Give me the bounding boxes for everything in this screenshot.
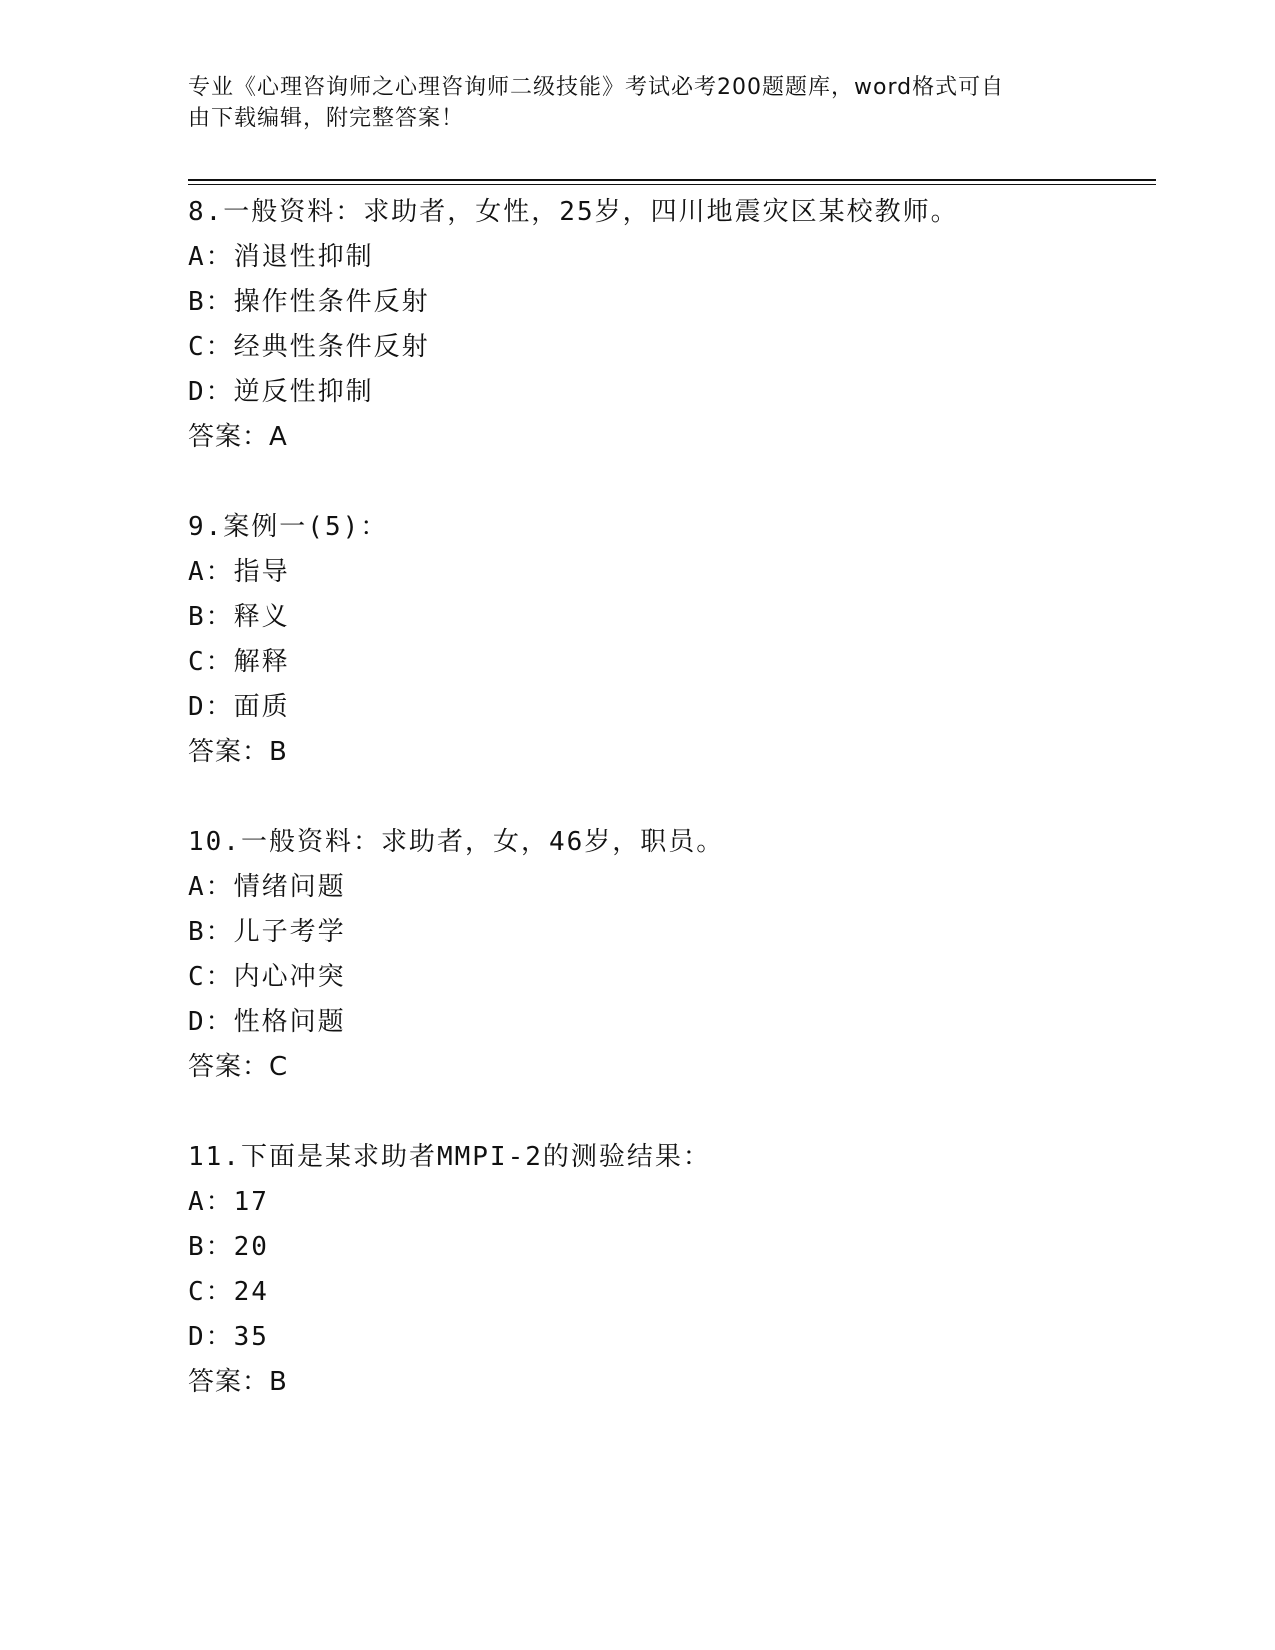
option-b: B：儿子考学 — [188, 917, 346, 947]
header-line-1: 专业《心理咨询师之心理咨询师二级技能》考试必考200题题库，word格式可自 — [188, 75, 1005, 100]
question-9 — [188, 505, 1156, 775]
option-d: D：面质 — [188, 692, 290, 722]
option-c: C：24 — [188, 1277, 269, 1307]
answer-line: 答案：B — [188, 737, 288, 767]
option-b: B：20 — [188, 1232, 269, 1262]
question-8 — [188, 190, 1156, 460]
question-11 — [188, 1135, 1156, 1405]
option-a: A：情绪问题 — [188, 872, 346, 902]
question-stem: 10.一般资料：求助者，女，46岁，职员。 — [188, 827, 725, 857]
answer-line: 答案：B — [188, 1367, 288, 1397]
option-d: D：35 — [188, 1322, 269, 1352]
option-b: B：释义 — [188, 602, 290, 632]
header-divider-thick — [188, 179, 1156, 181]
option-a: A：消退性抑制 — [188, 242, 374, 272]
question-stem: 11.下面是某求助者MMPI-2的测验结果： — [188, 1142, 711, 1172]
option-c: C：解释 — [188, 647, 290, 677]
option-c: C：经典性条件反射 — [188, 332, 430, 362]
document-header — [188, 72, 1078, 134]
header-line-2: 由下载编辑，附完整答案！ — [188, 106, 465, 131]
question-stem: 8.一般资料：求助者，女性，25岁，四川地震灾区某校教师。 — [188, 197, 959, 227]
option-d: D：逆反性抑制 — [188, 377, 374, 407]
option-c: C：内心冲突 — [188, 962, 346, 992]
question-stem: 9.案例一(5)： — [188, 512, 389, 542]
option-a: A：17 — [188, 1187, 269, 1217]
answer-line: 答案：A — [188, 422, 288, 452]
option-d: D：性格问题 — [188, 1007, 346, 1037]
option-a: A：指导 — [188, 557, 290, 587]
answer-line: 答案：C — [188, 1052, 289, 1082]
header-divider-thin — [188, 184, 1156, 185]
question-10 — [188, 820, 1156, 1090]
option-b: B：操作性条件反射 — [188, 287, 430, 317]
question-list — [188, 190, 1156, 1450]
